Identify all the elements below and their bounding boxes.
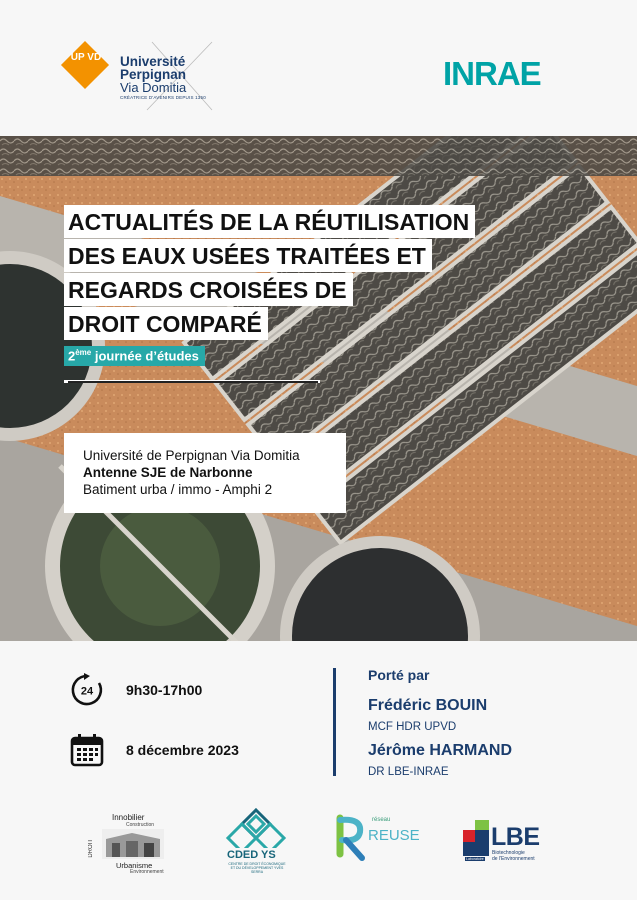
reuse-small-label: réseau [372,817,391,823]
inrae-logo: INRAE [443,55,541,92]
carried-by-label: Porté par [368,667,430,683]
upvd-name-line2: Perpignan [120,67,187,82]
ad-logo-line4: Environnement [130,869,164,875]
title-divider [64,380,320,383]
cded-ys-logo [222,808,290,874]
organizer-name-2: Jérôme HARMAND [368,742,513,759]
title-line-3: REGARDS CROISÉES DE [64,273,353,306]
venue-box [64,433,346,513]
subtitle-text: journée d’études [91,348,199,364]
venue-line-2: Antenne SJE de Narbonne [83,465,253,480]
ad-logo-line3: Urbanisme [116,861,153,870]
upvd-tagline: CRÉATRICE D'AVENIRS DEPUIS 1350 [120,95,206,100]
venue-line-3: Batiment urba / immo - Amphi 2 [83,482,273,497]
ad-logo-line1: Innobilier [112,813,145,822]
lbe-logo [463,820,553,864]
title-line-4: DROIT COMPARÉ [64,307,268,340]
calendar-icon [70,733,104,767]
event-date: 8 décembre 2023 [126,742,239,758]
upvd-letters: UP VD [70,52,102,63]
subtitle-superscript: ème [75,348,92,357]
ad-logo-line2: Construction [126,822,155,828]
lbe-subtitle-1: Biotechnologie [492,850,525,856]
organizer-name-1: Frédéric BOUIN [368,697,488,714]
upvd-logo [62,40,222,112]
vertical-divider [333,668,336,776]
subtitle-badge [64,346,205,366]
title-line-2: DES EAUX USÉES TRAITÉES ET [64,239,432,272]
organizer-role-2: DR LBE-INRAE [368,766,449,778]
hero-photo [0,136,637,641]
clock-icon-label: 24 [80,685,94,698]
lbe-subtitle-2: de l'Environnement [492,856,535,862]
reuse-name: REUSE [368,827,420,844]
cded-subtitle: CENTRE DE DROIT ÉCONOMIQUE ET DU DÉVELOPPEMENT YVES SERRA [228,862,286,874]
building-sketch-icon [102,829,164,859]
venue-line-1: Université de Perpignan Via Domitia [83,448,300,463]
lbe-lab-label: Laboratoire [466,857,484,861]
reuse-logo [332,814,422,864]
cded-name: CDED YS [227,849,276,861]
clock-24-icon [70,673,104,707]
upvd-name-line1: Université [120,54,186,69]
subtitle-number: 2 [68,348,76,364]
event-time: 9h30-17h00 [126,682,203,698]
ad-partner-logo [90,813,180,875]
upvd-name-line3: Via Domitia [120,80,187,95]
time-row [70,673,202,707]
organizer-role-1: MCF HDR UPVD [368,721,457,733]
title-line-1: ACTUALITÉS DE LA RÉUTILISATION [64,205,475,238]
organizers-block [368,667,512,778]
ad-logo-side: DROIT [88,839,94,858]
lbe-name: LBE [491,823,540,851]
cded-emblem-icon [222,808,290,848]
date-row [70,733,239,767]
reuse-emblem-icon [332,814,372,862]
